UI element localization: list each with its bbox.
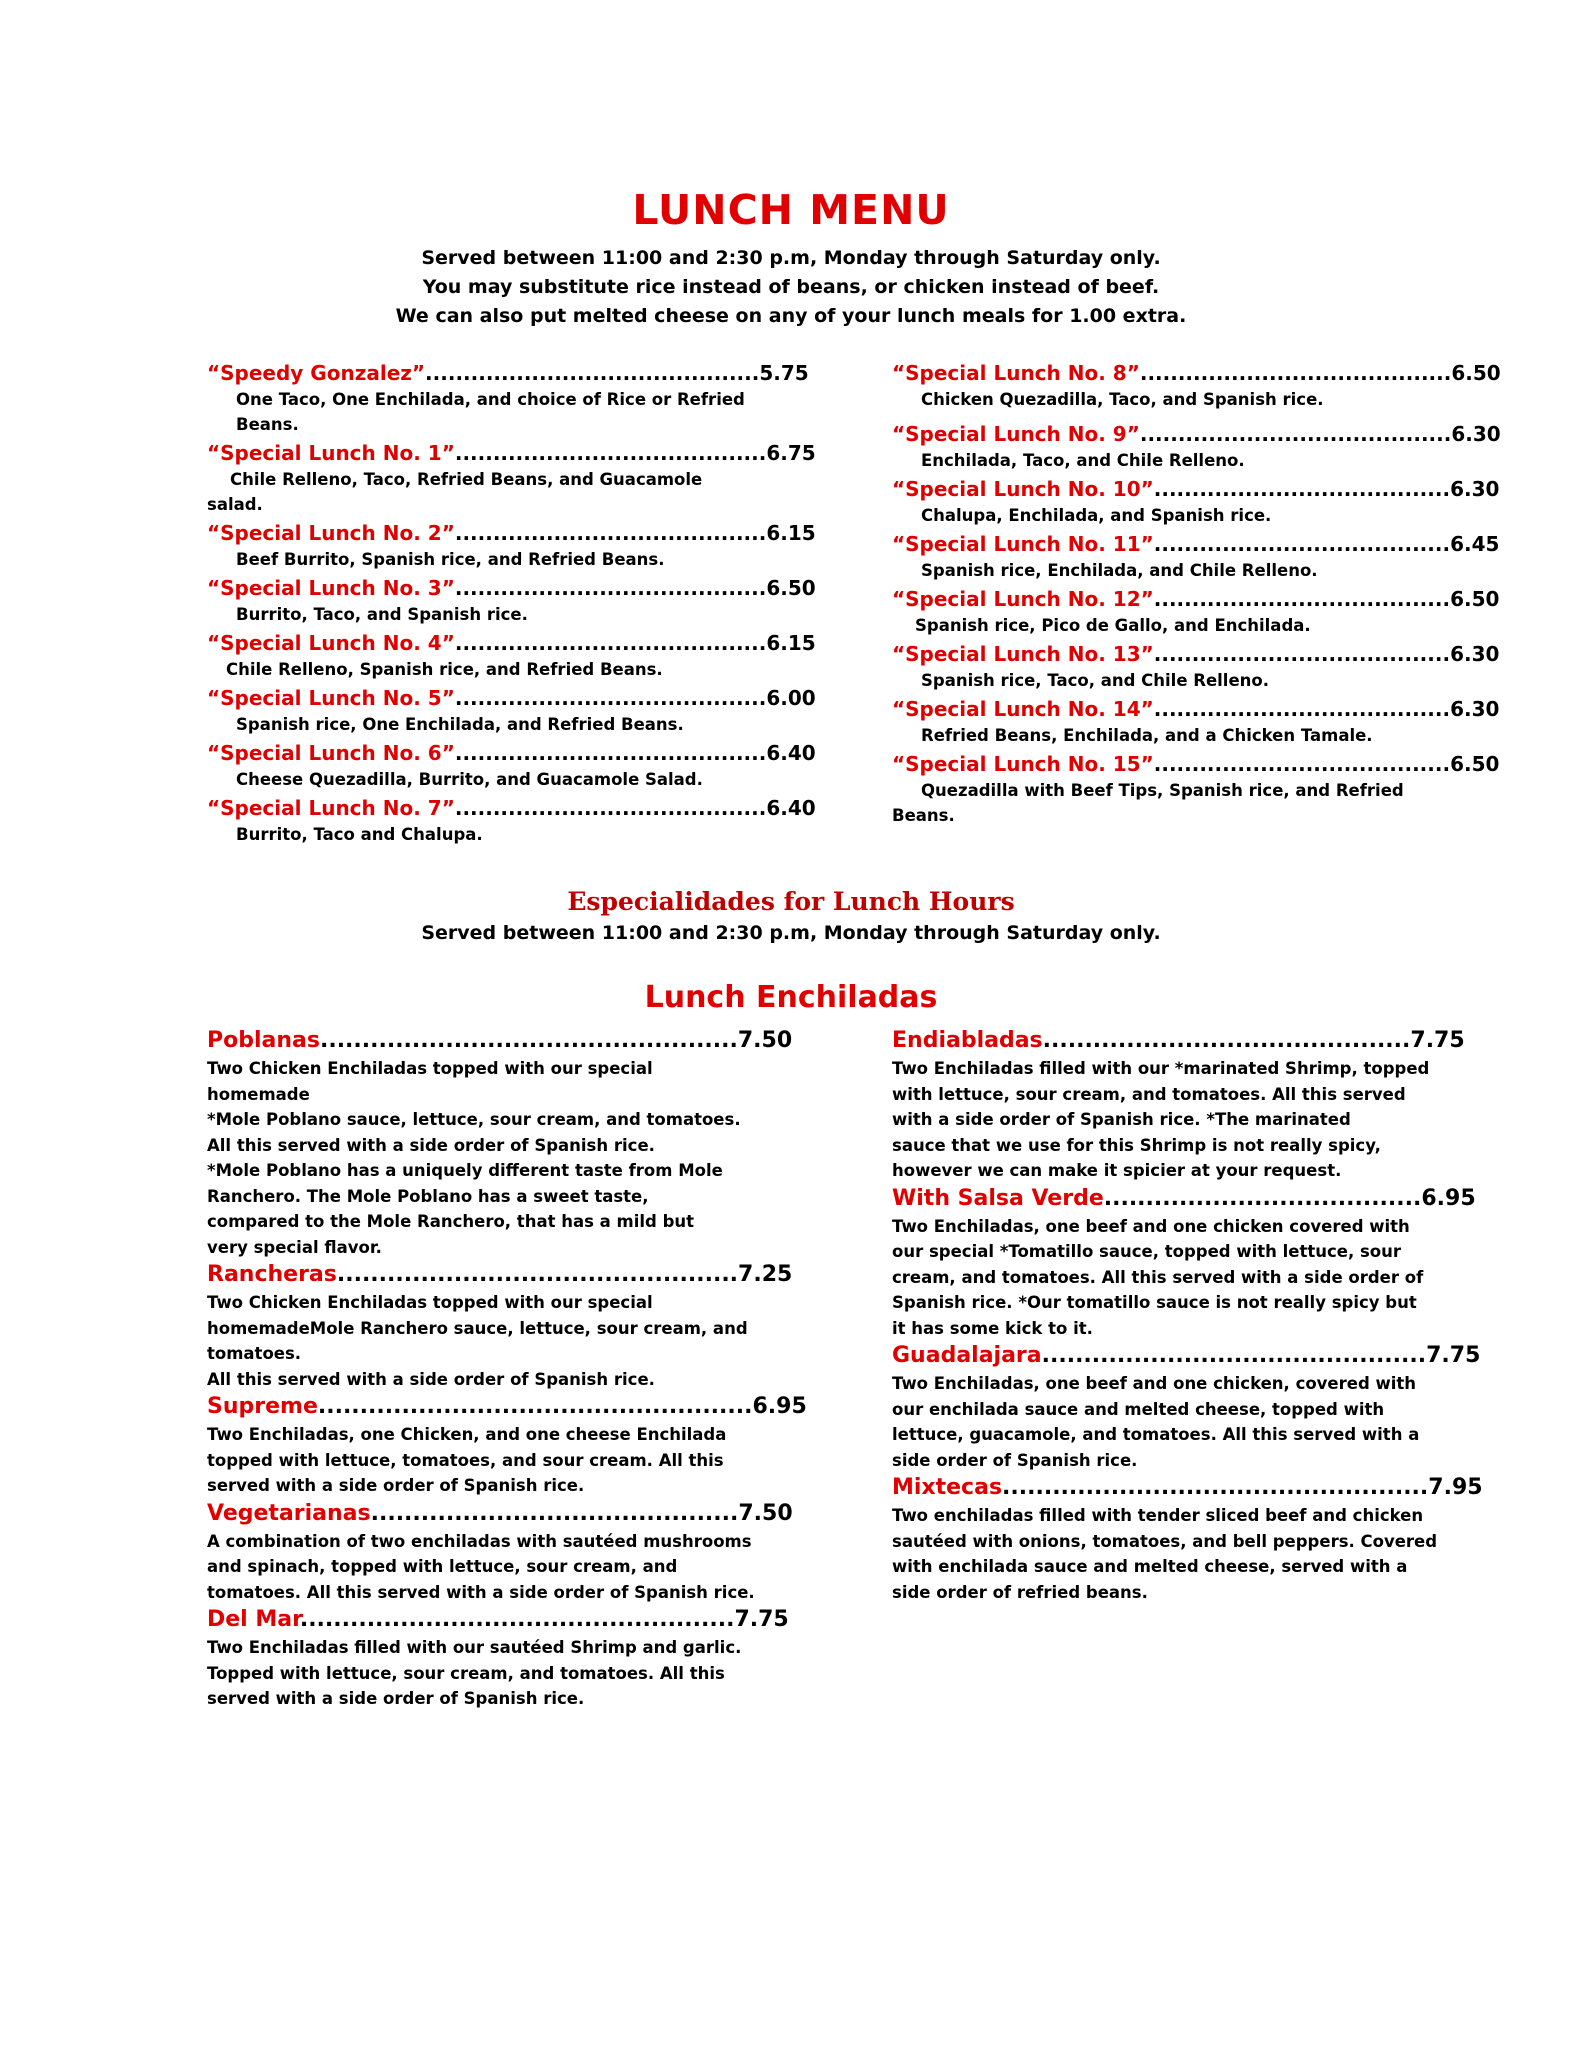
item-price: 6.15	[766, 631, 816, 655]
note-line: You may substitute rice instead of beans, or chicken instead of beef.	[422, 276, 1160, 298]
desc-line: Two Enchiladas, one beef and one chicken, covered with	[892, 1374, 1417, 1393]
item-name: “Special Lunch No. 13”	[892, 642, 1154, 666]
desc-line: served with a side order of Spanish rice.	[207, 1476, 585, 1495]
item-name: Mixtecas	[892, 1475, 1003, 1500]
item-description	[892, 1214, 1502, 1342]
item-dots: .........................................	[454, 686, 767, 710]
item-name: “Special Lunch No. 4”	[207, 631, 455, 655]
item-header	[892, 1473, 1502, 1503]
item-header	[207, 1026, 817, 1056]
item-name: With Salsa Verde	[892, 1185, 1104, 1211]
item-description	[892, 723, 1502, 748]
item-price: 6.40	[766, 741, 816, 765]
desc-line: *Mole Poblano sauce, lettuce, sour cream, and tomatoes.	[207, 1110, 741, 1129]
item-dots: .........................................	[454, 521, 767, 545]
item-dots: .......................................	[1153, 752, 1451, 776]
menu-item	[892, 586, 1502, 638]
menu-item	[207, 520, 817, 572]
desc-line: topped with lettuce, tomatoes, and sour cream. All this	[207, 1450, 724, 1470]
item-name: Endiabladas	[892, 1028, 1043, 1053]
item-price: 6.50	[1450, 752, 1500, 776]
enchiladas-left-column	[207, 1026, 817, 1712]
item-dots: .........................................	[454, 631, 767, 655]
item-price: 6.30	[1450, 697, 1500, 721]
item-price: 7.50	[737, 1028, 793, 1053]
item-name: Rancheras	[207, 1262, 337, 1287]
item-description	[892, 668, 1502, 693]
menu-item	[207, 795, 817, 847]
desc-line: served with a side order of Spanish rice.	[207, 1689, 585, 1708]
desc-line: All this served with a side order of Spanish rice.	[207, 1135, 655, 1155]
item-price: 6.15	[766, 521, 816, 545]
item-price: 7.95	[1428, 1475, 1483, 1500]
item-name: “Special Lunch No. 10”	[892, 477, 1154, 501]
desc-line: cream, and tomatoes. All this served with a side order of	[892, 1267, 1424, 1287]
item-name: “Special Lunch No. 15”	[892, 752, 1154, 776]
item-name: “Speedy Gonzalez”	[207, 361, 426, 385]
item-dots: .........................................	[454, 441, 767, 465]
desc-line: Two Enchiladas filled with our sautéed Shrimp and garlic.	[207, 1638, 742, 1657]
desc-line: lettuce, guacamole, and tomatoes. All this served with a	[892, 1425, 1420, 1444]
item-description	[207, 467, 817, 517]
item-dots: ............................................	[1042, 1028, 1411, 1053]
item-name: Del Mar	[207, 1607, 300, 1632]
menu-item	[207, 1260, 817, 1392]
desc-line: Beef Burrito, Spanish rice, and Refried Beans.	[236, 550, 665, 569]
desc-line: it has some kick to it.	[892, 1318, 1093, 1338]
desc-line: Refried Beans, Enchilada, and a Chicken Tamale.	[921, 726, 1373, 745]
desc-line: side order of Spanish rice.	[892, 1450, 1138, 1470]
menu-item	[892, 641, 1502, 693]
desc-line: Enchilada, Taco, and Chile Relleno.	[921, 451, 1245, 470]
item-price: 6.40	[766, 796, 816, 820]
desc-line: Spanish rice, Enchilada, and Chile Relleno.	[921, 561, 1318, 580]
desc-line: Spanish rice, Taco, and Chile Relleno.	[921, 671, 1269, 690]
desc-line: *Mole Poblano has a uniquely different taste from Mole	[207, 1161, 723, 1180]
desc-line: tomatoes.	[207, 1344, 302, 1363]
desc-line: Spanish rice, One Enchilada, and Refried Beans.	[236, 715, 684, 734]
menu-item	[892, 421, 1502, 473]
item-header	[892, 531, 1502, 558]
desc-line: Beans.	[236, 415, 299, 434]
item-name: “Special Lunch No. 7”	[207, 796, 455, 820]
menu-item	[207, 630, 817, 682]
item-header	[207, 795, 817, 822]
desc-line: Burrito, Taco and Chalupa.	[236, 825, 483, 844]
item-dots: .........................................	[454, 576, 767, 600]
item-header	[207, 740, 817, 767]
item-dots: ..............................................	[1041, 1343, 1427, 1368]
desc-line: One Taco, One Enchilada, and choice of Rice or Refried	[236, 390, 745, 409]
item-name: Vegetarianas	[207, 1500, 371, 1526]
desc-line: Chicken Quezadilla, Taco, and Spanish rice.	[921, 390, 1324, 409]
item-description	[207, 387, 817, 437]
desc-line: with lettuce, sour cream, and tomatoes. All this served	[892, 1084, 1406, 1104]
desc-line: Ranchero. The Mole Poblano has a sweet taste,	[207, 1186, 649, 1206]
item-description	[892, 387, 1502, 412]
item-description	[207, 822, 817, 847]
item-description	[207, 602, 817, 627]
item-description	[207, 547, 817, 572]
item-header	[207, 1499, 817, 1529]
item-price: 7.75	[1410, 1028, 1465, 1053]
item-name: “Special Lunch No. 1”	[207, 441, 455, 465]
desc-line: Spanish rice. *Our tomatillo sauce is not really spicy but	[892, 1293, 1417, 1312]
menu-item	[207, 685, 817, 737]
desc-line: however we can make it spicier at your request.	[892, 1161, 1342, 1180]
desc-line: our enchilada sauce and melted cheese, topped with	[892, 1399, 1385, 1419]
especialidades-note: Served between 11:00 and 2:30 p.m, Monday through Saturday only.	[421, 922, 1161, 944]
item-description	[892, 1503, 1502, 1605]
item-dots: .........................................	[454, 796, 767, 820]
item-description	[892, 503, 1502, 528]
item-description	[892, 448, 1502, 473]
menu-item	[892, 1341, 1502, 1473]
item-dots: ................................................	[336, 1262, 739, 1287]
desc-line: Chalupa, Enchilada, and Spanish rice.	[921, 506, 1272, 525]
desc-line: Two Enchiladas filled with our *marinated Shrimp, topped	[892, 1059, 1430, 1078]
menu-item	[892, 531, 1502, 583]
desc-line: our special *Tomatillo sauce, topped with lettuce, sour	[892, 1242, 1401, 1261]
desc-line: compared to the Mole Ranchero, that has a mild but	[207, 1212, 695, 1231]
desc-line: Two Enchiladas, one Chicken, and one cheese Enchilada	[207, 1425, 727, 1444]
desc-line: very special flavor.	[207, 1237, 382, 1257]
item-header	[207, 1392, 817, 1422]
item-dots: ..................................................	[319, 1028, 738, 1053]
desc-line: Two Enchiladas, one beef and one chicken covered with	[892, 1216, 1410, 1236]
item-dots: ....................................................	[299, 1607, 735, 1632]
desc-line: Chile Relleno, Taco, Refried Beans, and Guacamole	[230, 470, 703, 489]
desc-line: Spanish rice, Pico de Gallo, and Enchilada.	[915, 616, 1311, 635]
desc-line: Two Chicken Enchiladas topped with our special	[207, 1059, 653, 1078]
desc-line: side order of refried beans.	[892, 1582, 1148, 1602]
menu-item	[207, 440, 817, 517]
menu-item	[207, 1605, 817, 1712]
item-price: 6.95	[752, 1394, 807, 1419]
desc-line: homemade	[207, 1084, 310, 1104]
menu-item	[892, 1473, 1502, 1605]
item-header	[207, 630, 817, 657]
desc-line: homemadeMole Ranchero sauce, lettuce, sour cream, and	[207, 1318, 748, 1338]
desc-line: Beans.	[892, 806, 955, 825]
item-name: “Special Lunch No. 14”	[892, 697, 1154, 721]
item-description	[892, 1056, 1502, 1184]
item-description	[207, 1056, 817, 1260]
item-name: Poblanas	[207, 1028, 320, 1053]
item-description	[207, 1635, 817, 1712]
item-header	[892, 421, 1502, 448]
item-header	[892, 641, 1502, 668]
item-name: Supreme	[207, 1394, 318, 1419]
note-line: We can also put melted cheese on any of your lunch meals for 1.00 extra.	[395, 305, 1187, 327]
desc-line: Burrito, Taco, and Spanish rice.	[236, 605, 528, 624]
item-header	[892, 696, 1502, 723]
desc-line: All this served with a side order of Spanish rice.	[207, 1369, 655, 1389]
item-header	[892, 1341, 1502, 1371]
item-price: 6.30	[1450, 477, 1500, 501]
item-price: 6.50	[1451, 361, 1501, 385]
desc-line: sauce that we use for this Shrimp is not really spicy,	[892, 1135, 1381, 1155]
item-header	[207, 520, 817, 547]
desc-line: with a side order of Spanish rice. *The marinated	[892, 1110, 1351, 1129]
lunch-notes	[0, 244, 1582, 331]
item-description	[892, 778, 1502, 828]
desc-line: Topped with lettuce, sour cream, and tomatoes. All this	[207, 1663, 725, 1683]
item-description	[207, 767, 817, 792]
item-name: “Special Lunch No. 12”	[892, 587, 1154, 611]
menu-item	[892, 751, 1502, 828]
item-name: “Special Lunch No. 2”	[207, 521, 455, 545]
desc-line: Cheese Quezadilla, Burrito, and Guacamole Salad.	[236, 770, 703, 789]
item-name: “Special Lunch No. 11”	[892, 532, 1154, 556]
menu-item	[207, 360, 817, 437]
menu-item	[207, 740, 817, 792]
item-dots: .........................................	[1139, 422, 1452, 446]
menu-item	[892, 1184, 1502, 1342]
item-dots: ............................................	[425, 361, 760, 385]
item-dots: .......................................	[1153, 532, 1451, 556]
item-header	[892, 1184, 1502, 1214]
item-header	[892, 586, 1502, 613]
item-price: 6.00	[766, 686, 816, 710]
desc-line: Chile Relleno, Spanish rice, and Refried Beans.	[226, 660, 663, 679]
item-price: 6.50	[766, 576, 816, 600]
item-price: 7.25	[738, 1262, 793, 1287]
item-description	[207, 712, 817, 737]
menu-item	[207, 1392, 817, 1499]
item-header	[207, 575, 817, 602]
item-dots: .........................................	[1139, 361, 1452, 385]
item-dots: .......................................	[1153, 642, 1451, 666]
desc-line: salad.	[207, 495, 263, 514]
desc-line: Two Chicken Enchiladas topped with our special	[207, 1293, 653, 1312]
item-header	[892, 1026, 1502, 1056]
item-header	[207, 440, 817, 467]
item-price: 6.30	[1450, 642, 1500, 666]
desc-line: sautéed with onions, tomatoes, and bell peppers. Covered	[892, 1531, 1438, 1551]
desc-line: Two enchiladas filled with tender sliced beef and chicken	[892, 1506, 1424, 1525]
desc-line: Quezadilla with Beef Tips, Spanish rice, and Refried	[921, 781, 1404, 800]
item-header	[892, 751, 1502, 778]
item-dots: .......................................	[1153, 697, 1451, 721]
item-header	[207, 1605, 817, 1635]
desc-line: with enchilada sauce and melted cheese, served with a	[892, 1557, 1408, 1576]
item-name: “Special Lunch No. 9”	[892, 422, 1140, 446]
item-description	[207, 657, 817, 682]
note-line: Served between 11:00 and 2:30 p.m, Monday through Saturday only.	[421, 247, 1161, 269]
item-description	[207, 1290, 817, 1392]
item-header	[892, 360, 1502, 387]
desc-line: A combination of two enchiladas with sautéed mushrooms	[207, 1531, 752, 1551]
item-price: 6.50	[1450, 587, 1500, 611]
item-header	[207, 1260, 817, 1290]
item-description	[207, 1529, 817, 1606]
enchiladas-title: Lunch Enchiladas	[644, 980, 938, 1015]
item-price: 6.95	[1421, 1185, 1476, 1211]
enchiladas-right-column	[892, 1026, 1502, 1605]
item-dots: .......................................	[1153, 477, 1451, 501]
menu-item	[207, 1026, 817, 1260]
desc-line: and spinach, topped with lettuce, sour cream, and	[207, 1557, 678, 1576]
item-dots: ...................................................	[1002, 1475, 1429, 1500]
item-price: 6.30	[1451, 422, 1501, 446]
item-description	[892, 1371, 1502, 1473]
item-name: “Special Lunch No. 6”	[207, 741, 455, 765]
lunch-right-column	[892, 360, 1502, 831]
item-header	[207, 360, 817, 387]
item-name: “Special Lunch No. 5”	[207, 686, 455, 710]
item-price: 5.75	[759, 361, 809, 385]
menu-item	[892, 476, 1502, 528]
item-description	[892, 558, 1502, 583]
desc-line: tomatoes. All this served with a side order of Spanish rice.	[207, 1582, 755, 1602]
page-title: LUNCH MENU	[632, 186, 950, 234]
menu-item	[207, 575, 817, 627]
item-price: 7.75	[734, 1607, 789, 1632]
menu-item	[892, 360, 1502, 412]
item-price: 6.45	[1450, 532, 1500, 556]
menu-item	[892, 696, 1502, 748]
item-price: 7.50	[738, 1500, 793, 1526]
item-description	[892, 613, 1502, 638]
item-dots: ............................................	[370, 1500, 739, 1526]
item-price: 6.75	[766, 441, 816, 465]
item-header	[207, 685, 817, 712]
item-dots: ......................................	[1103, 1185, 1422, 1211]
menu-item	[207, 1499, 817, 1606]
lunch-left-column	[207, 360, 817, 850]
item-header	[892, 476, 1502, 503]
item-name: “Special Lunch No. 3”	[207, 576, 455, 600]
item-dots: .......................................	[1153, 587, 1451, 611]
item-description	[207, 1422, 817, 1499]
item-name: “Special Lunch No. 8”	[892, 361, 1140, 385]
item-dots: ....................................................	[317, 1394, 753, 1419]
especialidades-title: Especialidades for Lunch Hours	[567, 887, 1015, 916]
item-dots: .........................................	[454, 741, 767, 765]
menu-item	[892, 1026, 1502, 1184]
item-price: 7.75	[1426, 1343, 1481, 1368]
item-name: Guadalajara	[892, 1343, 1042, 1368]
